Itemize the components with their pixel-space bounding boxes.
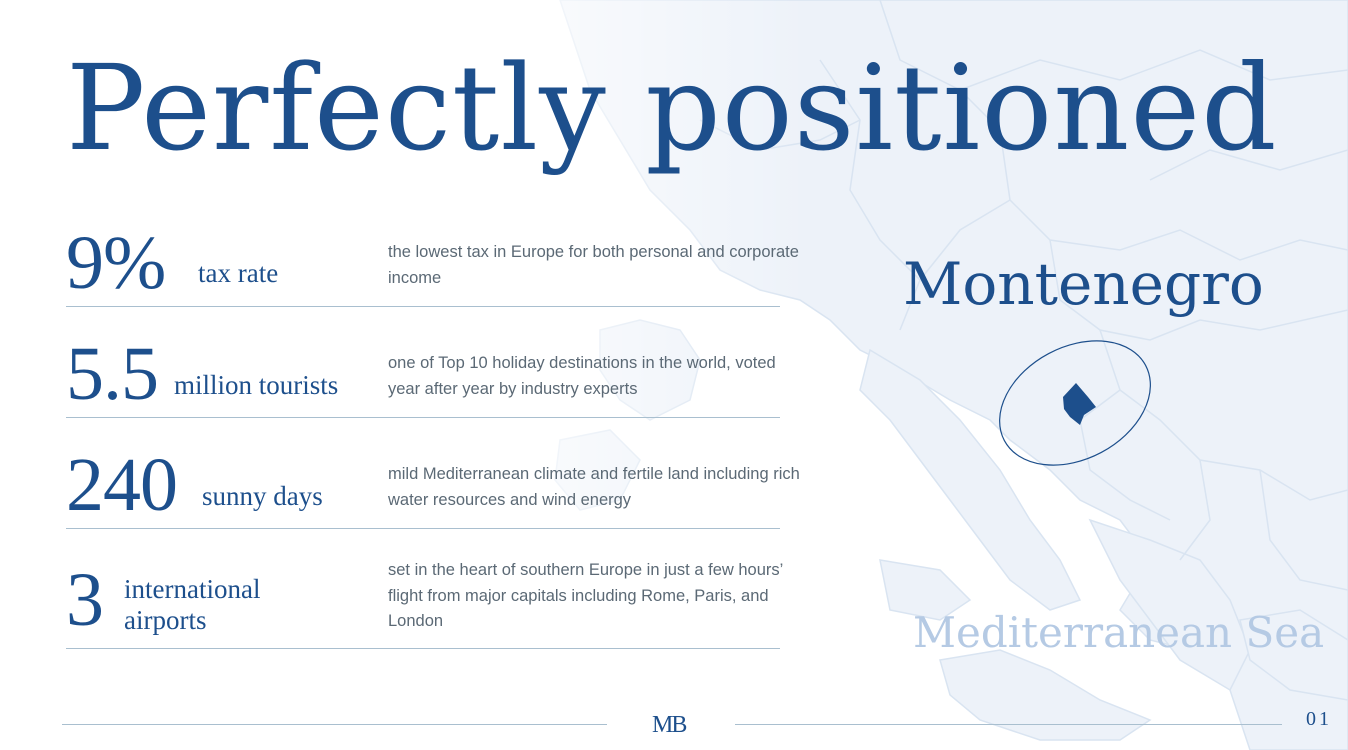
stat-unit: tax rate <box>198 258 279 288</box>
stat-unit-line-1: international <box>124 574 261 604</box>
stat-value: 9% <box>66 221 166 305</box>
stat-value: 3 <box>66 558 103 642</box>
stat-description: the lowest tax in Europe for both personal and corporate income <box>388 243 799 287</box>
montenegro-highlight-marker <box>990 335 1160 475</box>
page-title: Perfectly positioned <box>66 39 1278 177</box>
footer-divider-left <box>62 724 607 725</box>
stat-row-tourists <box>66 306 780 418</box>
stat-row-sunny-days <box>66 417 800 529</box>
logo: MB <box>652 712 686 738</box>
stat-value: 5.5 <box>66 332 158 416</box>
stat-description: one of Top 10 holiday destinations in the world, voted year after year by industry experts <box>388 354 776 398</box>
stat-value: 240 <box>66 443 177 527</box>
stat-unit: million tourists <box>174 370 339 400</box>
stat-row-tax <box>66 195 799 307</box>
country-label: Montenegro <box>903 250 1264 318</box>
page-number: 01 <box>1306 708 1332 730</box>
stat-description: set in the heart of southern Europe in just a few hours’ flight from major capitals including Rome, Paris, and London <box>388 561 783 630</box>
footer-divider-right <box>735 724 1282 725</box>
montenegro-shape <box>1063 383 1096 425</box>
sea-label: Mediterranean Sea <box>913 608 1325 657</box>
stat-row-airports <box>66 528 783 649</box>
stat-unit-line-2: airports <box>124 605 207 635</box>
stat-unit: sunny days <box>202 481 323 511</box>
stat-description: mild Mediterranean climate and fertile land including rich water resources and wind energy <box>388 465 800 509</box>
